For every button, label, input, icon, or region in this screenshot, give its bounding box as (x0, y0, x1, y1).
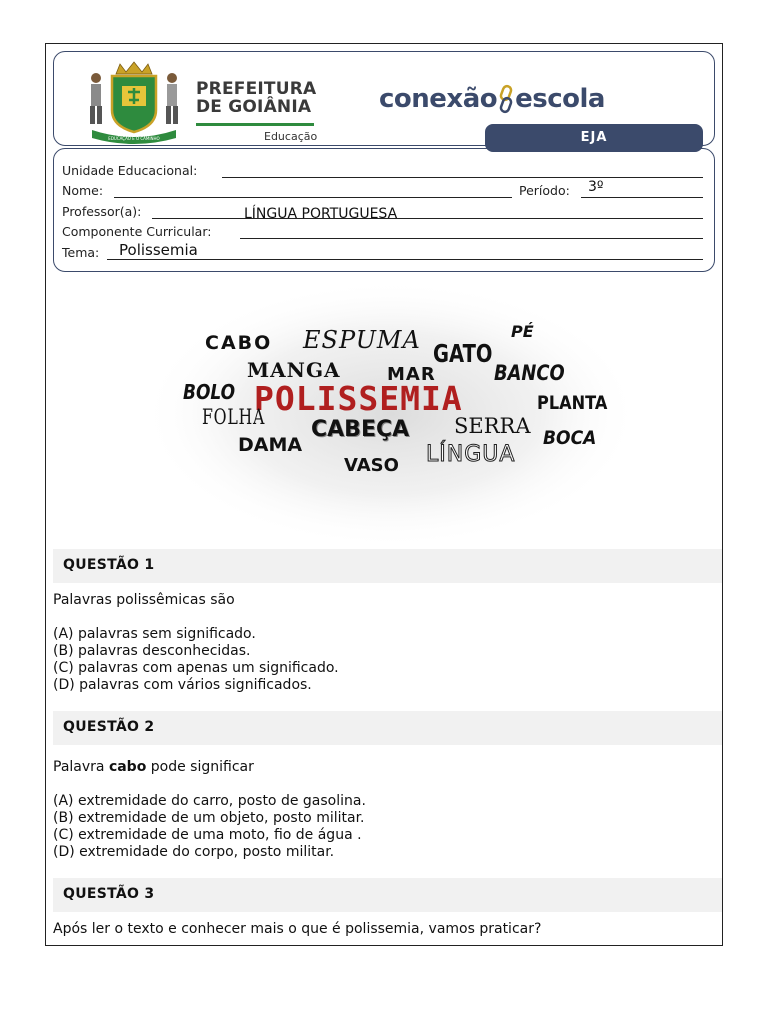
professor-label: Professor(a): (62, 204, 142, 219)
coat-of-arms-icon (82, 60, 186, 146)
brand-left-text: conexão (379, 84, 498, 114)
word-folha: FOLHA (202, 405, 266, 429)
professor-field[interactable] (152, 218, 703, 219)
question-1-prompt: Palavras polissêmicas são (53, 592, 235, 608)
conexao-escola-logo (379, 84, 605, 114)
option-a[interactable]: (A) palavras sem significado. (53, 626, 256, 642)
question-1-options (53, 626, 339, 694)
nome-field[interactable] (114, 197, 512, 198)
unidade-label: Unidade Educacional: (62, 163, 198, 178)
option-d[interactable]: (D) extremidade do corpo, posto militar. (53, 844, 335, 860)
periodo-label: Período: (519, 183, 570, 198)
periodo-value: 3º (588, 179, 604, 195)
question-2-header (53, 711, 723, 745)
prefeitura-title (196, 80, 316, 116)
word-cabo: CABO (205, 332, 273, 354)
tema-label: Tema: (62, 245, 100, 260)
option-b[interactable]: (B) extremidade de um objeto, posto militar. (53, 810, 365, 826)
prefeitura-line-2: DE GOIÂNIA (196, 97, 312, 117)
prompt-pre: Palavra (53, 759, 109, 775)
word-bolo: BOLO (183, 380, 236, 404)
question-3-prompt: Após ler o texto e conhecer mais o que é polissemia, vamos praticar? (53, 921, 542, 937)
unidade-field[interactable] (222, 177, 703, 178)
option-b[interactable]: (B) palavras desconhecidas. (53, 643, 251, 659)
prefeitura-line-1: PREFEITURA (196, 79, 317, 99)
word-banco: BANCO (494, 361, 565, 385)
word-gato: GATO (433, 339, 493, 368)
word-polissemia: POLISSEMIA (254, 379, 463, 418)
prompt-post: pode significar (146, 759, 254, 775)
word-serra: SERRA (454, 414, 531, 438)
question-2-label: QUESTÃO 2 (63, 719, 155, 735)
word-cabeca: CABEÇA (311, 417, 410, 442)
crest-motto: EDUCAÇÃO É O CAMINHO (108, 136, 160, 141)
componente-label: Componente Curricular: (62, 224, 212, 239)
brand-right-text: escola (515, 84, 605, 114)
student-info-form (53, 148, 715, 272)
polissemia-word-cloud (141, 279, 641, 549)
question-3-label: QUESTÃO 3 (63, 886, 155, 902)
option-c[interactable]: (C) extremidade de uma moto, fio de água . (53, 827, 362, 843)
word-espuma: ESPUMA (303, 326, 421, 354)
professor-value: LÍNGUA PORTUGUESA (244, 206, 398, 222)
question-2-prompt (53, 759, 254, 776)
word-dama: DAMA (238, 434, 303, 456)
word-mar: MAR (387, 364, 436, 385)
worksheet-page (45, 43, 723, 946)
nome-label: Nome: (62, 183, 104, 198)
option-a[interactable]: (A) extremidade do carro, posto de gasolina. (53, 793, 366, 809)
prompt-keyword: cabo (108, 759, 147, 775)
tema-field[interactable] (107, 259, 703, 260)
question-2-options (53, 793, 366, 861)
word-boca: BOCA (543, 427, 597, 449)
word-manga: MANGA (247, 358, 341, 382)
periodo-field[interactable] (581, 197, 703, 198)
chain-link-icon (498, 84, 514, 114)
componente-field[interactable] (240, 238, 703, 239)
prefeitura-subtitle: Educação (264, 130, 318, 143)
word-vaso: VASO (344, 455, 399, 476)
question-1-label: QUESTÃO 1 (63, 557, 155, 573)
prefeitura-underline (196, 123, 314, 126)
word-pe: PÉ (511, 322, 534, 341)
question-1-header (53, 549, 723, 583)
question-3-header (53, 878, 723, 912)
tema-value: Polissemia (119, 241, 198, 259)
option-d[interactable]: (D) palavras com vários significados. (53, 677, 312, 693)
option-c[interactable]: (C) palavras com apenas um significado. (53, 660, 339, 676)
word-lingua: LÍNGUA (426, 442, 516, 467)
word-planta: PLANTA (537, 392, 608, 414)
eja-badge: EJA (485, 124, 703, 152)
